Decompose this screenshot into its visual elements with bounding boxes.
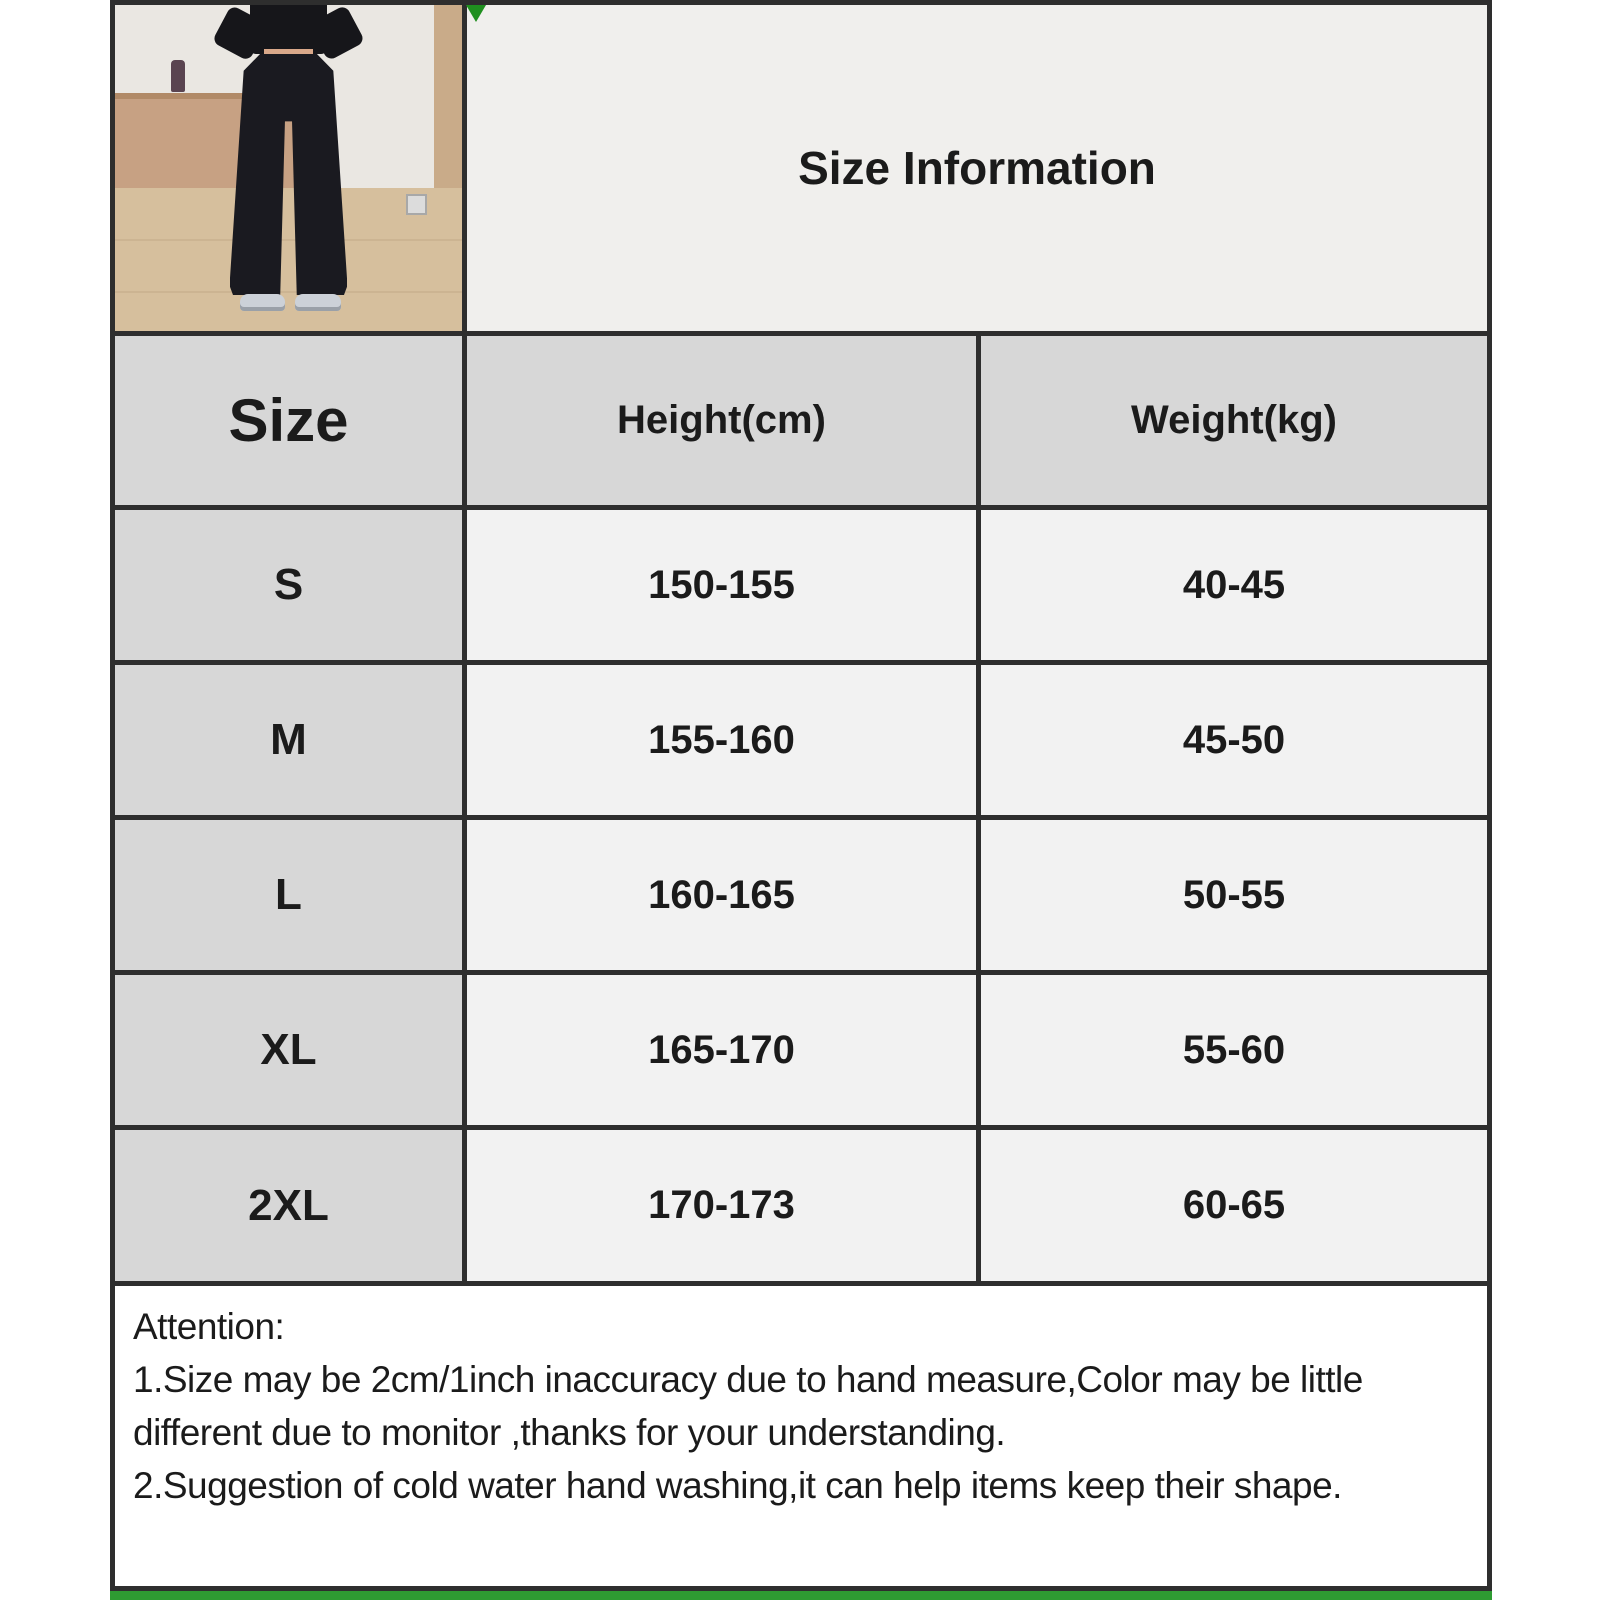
table-cell-size: S [115, 510, 462, 660]
table-cell-size: 2XL [115, 1130, 462, 1281]
model-right-shoe [295, 294, 340, 312]
table-cell-weight: 40-45 [981, 510, 1487, 660]
model-crop-top [250, 5, 326, 54]
attention-line-1: 1.Size may be 2cm/1inch inaccuracy due to hand measure,Color may be little [133, 1359, 1363, 1400]
table-cell-height: 155-160 [467, 665, 976, 815]
floor-plank-line [115, 291, 462, 293]
product-photo [115, 5, 462, 331]
title-cell [467, 5, 1487, 331]
green-bottom-bar [110, 1591, 1492, 1600]
size-table [110, 0, 1492, 1591]
attention-line-3: 2.Suggestion of cold water hand washing,it can help items keep their shape. [133, 1465, 1342, 1506]
column-header-height: Height(cm) [467, 336, 976, 505]
table-cell-size: M [115, 665, 462, 815]
table-cell-size: XL [115, 975, 462, 1125]
table-cell-height: 150-155 [467, 510, 976, 660]
column-header-weight: Weight(kg) [981, 336, 1487, 505]
attention-note [115, 1286, 1487, 1586]
table-cell-weight: 55-60 [981, 975, 1487, 1125]
table-cell-weight: 45-50 [981, 665, 1487, 815]
table-cell-height: 160-165 [467, 820, 976, 970]
page-title: Size Information [798, 142, 1156, 194]
model-left-shoe [240, 294, 285, 312]
floor-plank-line [115, 239, 462, 241]
photo-light-switch [406, 194, 427, 215]
attention-line-2: different due to monitor ,thanks for your understanding. [133, 1412, 1006, 1453]
green-corner-marker [466, 5, 486, 22]
table-cell-weight: 50-55 [981, 820, 1487, 970]
photo-wood-panel [434, 5, 462, 188]
table-cell-height: 165-170 [467, 975, 976, 1125]
attention-title: Attention: [133, 1306, 285, 1347]
table-cell-height: 170-173 [467, 1130, 976, 1281]
table-cell-weight: 60-65 [981, 1130, 1487, 1281]
photo-vase [171, 60, 185, 92]
table-cell-size: L [115, 820, 462, 970]
column-header-size: Size [115, 336, 462, 505]
